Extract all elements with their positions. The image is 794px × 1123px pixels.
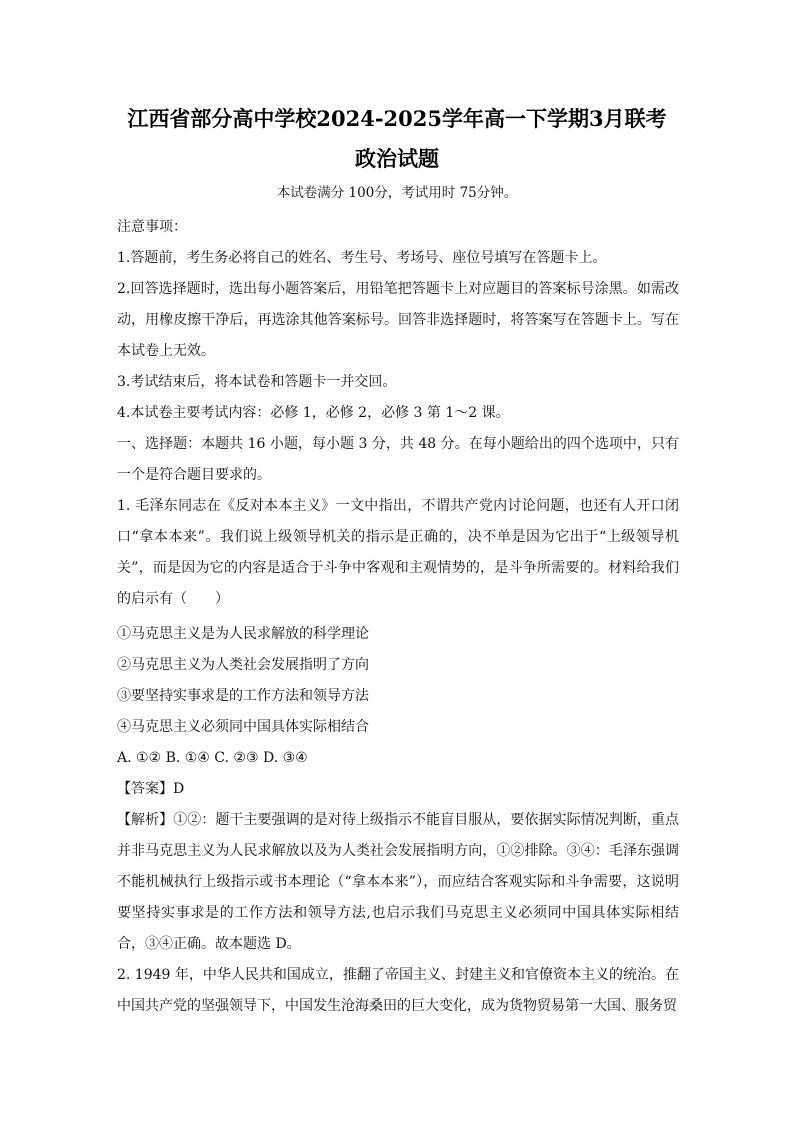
question-1-option-4: ④马克思主义必须同中国具体实际相结合 [117, 719, 369, 735]
notice-item-2: 2.回答选择题时，选出每小题答案后，用铅笔把答题卡上对应题目的答案标号涂黑。如需改动，用橡皮擦干净后，再选涂其他答案标号。回答非选择题时，将答案写在答题卡上。写在本试卷上无效。 [117, 281, 679, 359]
question-1-option-3: ③要坚持实事求是的工作方法和领导方法 [117, 688, 369, 704]
exam-meta: 本试卷满分 100分，考试用时 75分钟。 [276, 185, 518, 201]
question-1-answer: 【答案】D [117, 781, 185, 797]
question-2-stem: 2. 1949 年，中华人民共和国成立，推翻了帝国主义、封建主义和官僚资本主义的统治。在中国共产党的坚强领导下，中国发生沧海桑田的巨大变化，成为货物贸易第一大国、服务贸 [117, 967, 679, 1014]
notice-item-1: 1.答题前，考生务必将自己的姓名、考生号、考场号、座位号填写在答题卡上。 [117, 250, 607, 266]
question-1-option-1: ①马克思主义是为人民求解放的科学理论 [117, 626, 369, 642]
notice-item-3: 3.考试结束后，将本试卷和答题卡一并交回。 [117, 374, 397, 390]
question-1-stem: 1. 毛泽东同志在《反对本本主义》一文中指出，不谓共产党内讨论问题，也还有人开口闭口“拿本本来”。我们说上级领导机关的指示是正确的，决不单是因为它出于“上级领导机关”，而是因为它的内容是适合于斗争中客观和主观情势的，是斗争所需要的。材料给我们的启示有（ ） [117, 498, 679, 607]
exam-subject: 政治试题 [355, 146, 439, 171]
notice-item-4: 4.本试卷主要考试内容：必修 1，必修 2，必修 3 第 1～2 课。 [117, 405, 510, 421]
question-1-option-2: ②马克思主义为人类社会发展指明了方向 [117, 657, 369, 673]
question-1-choices: A. ①② B. ①④ C. ②③ D. ③④ [117, 750, 308, 766]
notice-heading: 注意事项： [117, 219, 187, 235]
question-1-analysis: 【解析】①②：题干主要强调的是对待上级指示不能盲目服从，要依据实际情况判断，重点并非马克思主义为人民求解放以及为人类社会发展指明方向，①②排除。③④：毛泽东强调不能机械执行上级指示或书本理论（“拿本本来”），而应结合客观实际和斗争需要，这说明要坚持实事求是的工作方法和领导方法,也启示我们马克思主义必须同中国具体实际相结合，③④正确。故本题选 D。 [117, 812, 679, 952]
exam-title: 江西省部分高中学校2024-2025学年高一下学期3月联考 [127, 106, 667, 131]
section-heading: 一、选择题：本题共 16 小题，每小题 3 分，共 48 分。在每小题给出的四个选项中，只有一个是符合题目要求的。 [117, 436, 679, 483]
